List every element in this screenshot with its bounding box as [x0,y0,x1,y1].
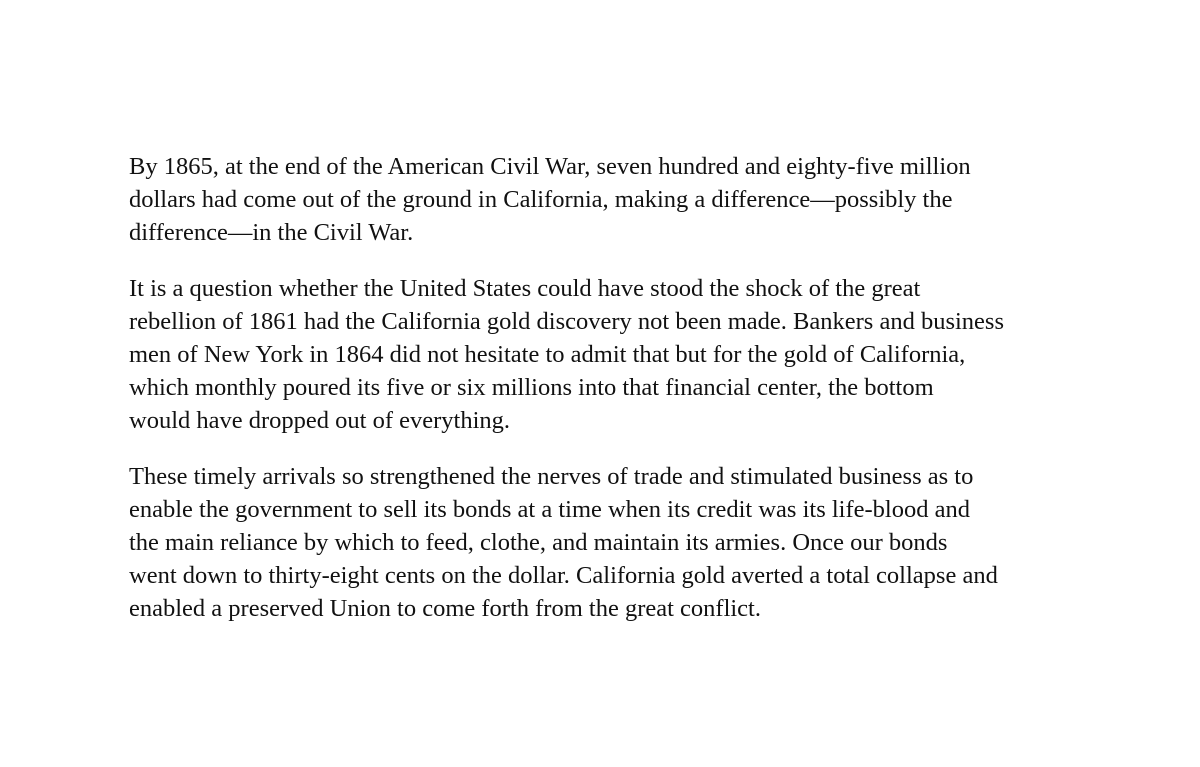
paragraph-line: enable the government to sell its bonds at a time when its credit was its life-blood and [129,496,970,524]
document-body [129,151,1079,649]
paragraph-line: which monthly poured its five or six millions into that financial center, the bottom [129,373,934,401]
paragraph-line: By 1865, at the end of the American Civil War, seven hundred and eighty-five million [129,153,971,180]
paragraph-line: These timely arrivals so strengthened the nerves of trade and stimulated business as to [129,463,974,491]
paragraph-line: enabled a preserved Union to come forth from the great conflict. [129,594,761,622]
paragraph-line: men of New York in 1864 did not hesitate to admit that but for the gold of California, [129,340,966,368]
paragraph-line: would have dropped out of everything. [129,406,511,434]
paragraph-line: It is a question whether the United States could have stood the shock of the great [129,275,921,303]
paragraph-line: difference—in the Civil War. [129,218,414,246]
paragraph-line: the main reliance by which to feed, clothe, and maintain its armies. Once our bonds [129,528,948,556]
paragraph-line: went down to thirty-eight cents on the dollar. California gold averted a total collapse and [129,561,998,589]
paragraph-3 [129,461,1079,625]
paragraph-2 [129,273,1079,437]
paragraph-line: dollars had come out of the ground in California, making a difference—possibly the [129,185,953,213]
paragraph-line: rebellion of 1861 had the California gold discovery not been made. Bankers and business [129,308,1004,336]
paragraph-1 [129,151,1079,249]
